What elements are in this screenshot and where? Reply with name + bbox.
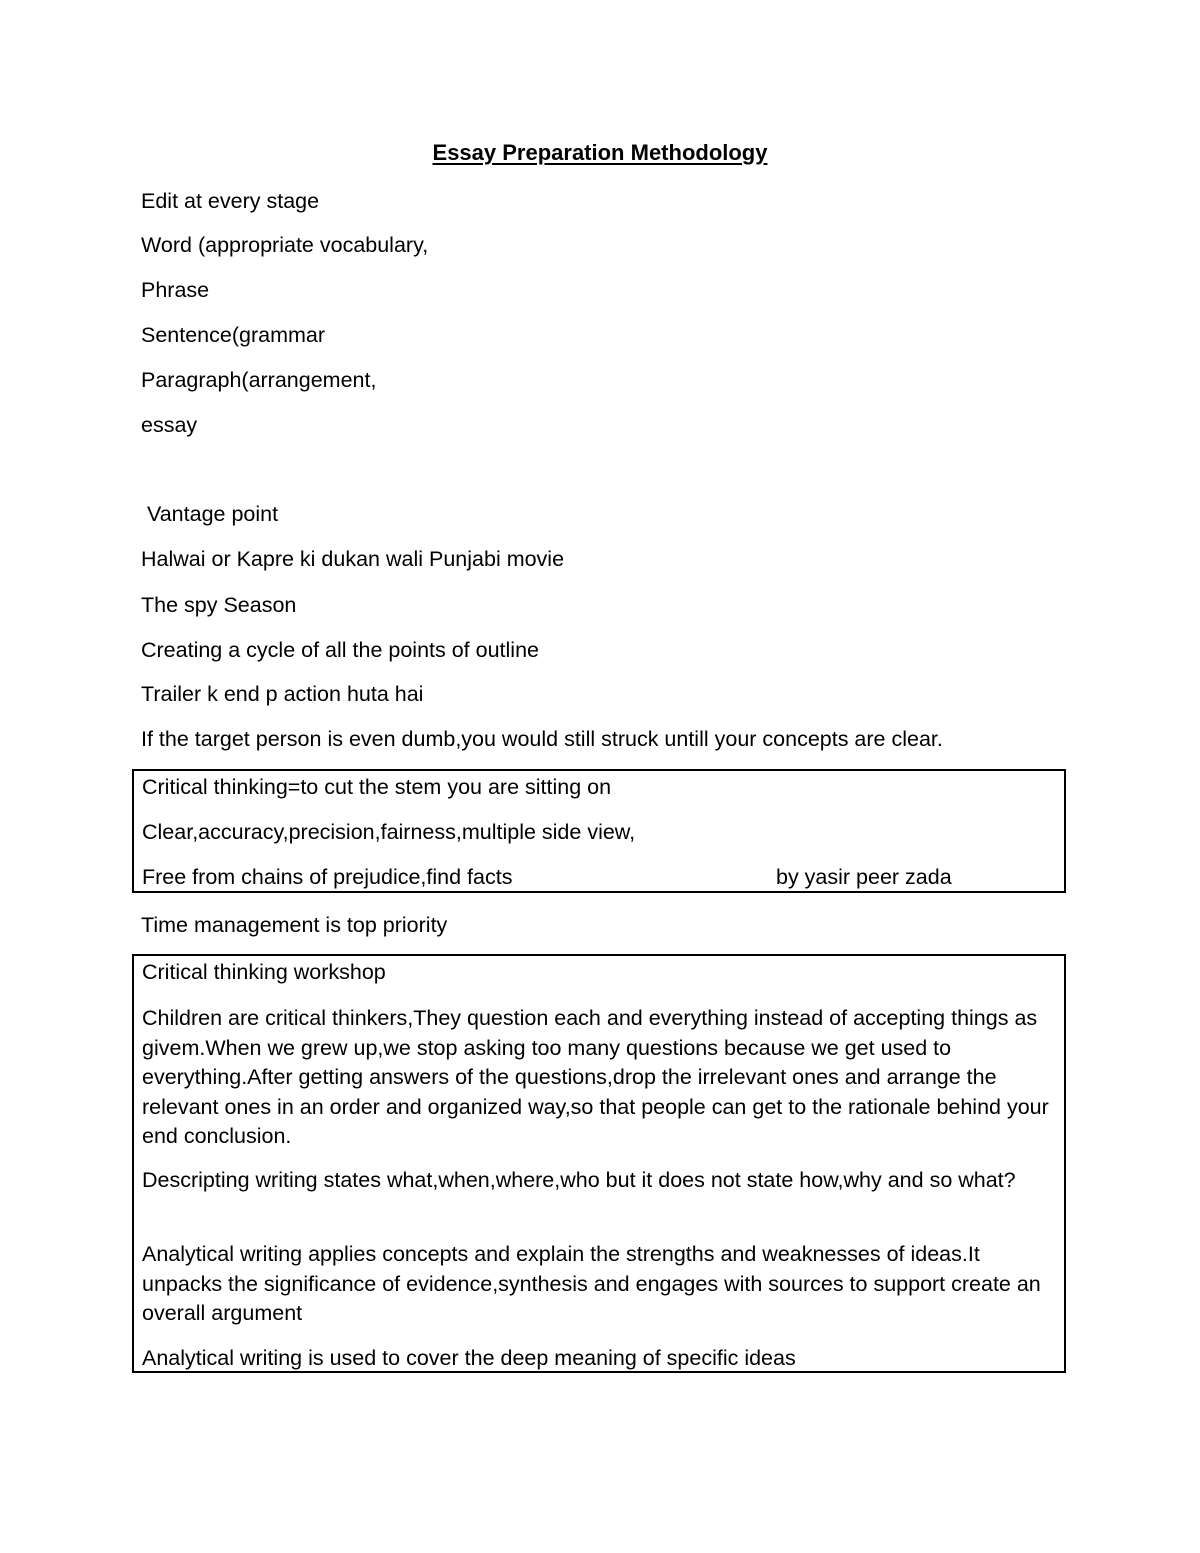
note-target-person: If the target person is even dumb,you would still struck untill your concepts are clear. <box>141 727 943 751</box>
edit-item-word: Word (appropriate vocabulary, <box>141 233 429 257</box>
edit-item-paragraph: Paragraph(arrangement, <box>141 368 377 392</box>
edit-item-sentence: Sentence(grammar <box>141 323 326 347</box>
workshop-paragraph-analytical: Analytical writing applies concepts and explain the strengths and weaknesses of ideas.It unpacks the significance of evidence,synthesis and engages with sources to support create an overall argument <box>142 1242 1041 1325</box>
workshop-paragraph-descriptive: Descripting writing states what,when,where,who but it does not state how,why and so what? <box>142 1168 1016 1192</box>
note-halwai: Halwai or Kapre ki dukan wali Punjabi movie <box>141 547 565 571</box>
note-vantage-point: Vantage point <box>141 502 279 526</box>
workshop-box <box>132 954 1066 1373</box>
workshop-paragraph-children: Children are critical thinkers,They question each and everything instead of accepting things as givem.When we grew up,we stop asking too many questions because we get used to everything.After getting answers of the questions,drop the irrelevant ones and arrange the relevant ones in an order and organized way,so that people can get to the rationale behind your end conclusion. <box>142 1006 1049 1148</box>
workshop-heading: Critical thinking workshop <box>142 960 386 984</box>
critical-thinking-box <box>132 769 1066 893</box>
note-spy-season: The spy Season <box>141 593 297 617</box>
document-title: Essay Preparation Methodology <box>432 140 768 165</box>
edit-item-essay: essay <box>141 413 198 437</box>
time-management-note: Time management is top priority <box>141 913 448 937</box>
critical-thinking-prejudice: Free from chains of prejudice,find facts <box>142 865 513 889</box>
critical-thinking-definition: Critical thinking=to cut the stem you are sitting on <box>142 775 612 799</box>
critical-thinking-qualities: Clear,accuracy,precision,fairness,multiple side view, <box>142 820 636 844</box>
workshop-paragraph-deep-meaning: Analytical writing is used to cover the deep meaning of specific ideas <box>142 1346 796 1370</box>
note-cycle: Creating a cycle of all the points of outline <box>141 638 539 662</box>
edit-item-phrase: Phrase <box>141 278 210 302</box>
note-trailer: Trailer k end p action huta hai <box>141 682 424 706</box>
author-byline: by yasir peer zada <box>776 865 952 889</box>
edit-heading: Edit at every stage <box>141 189 320 213</box>
